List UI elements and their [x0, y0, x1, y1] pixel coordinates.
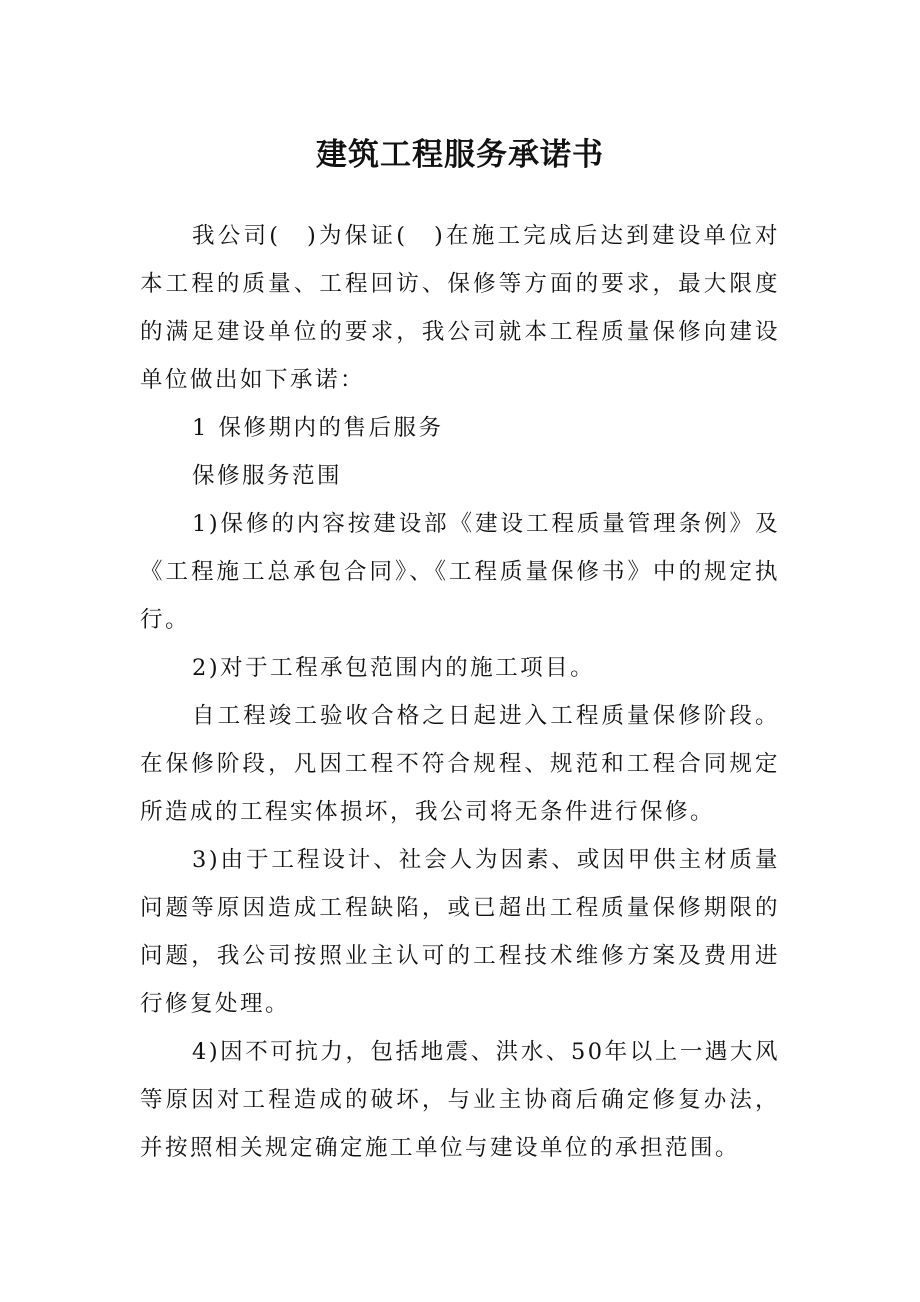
document-title: 建筑工程服务承诺书 [316, 136, 604, 173]
subheading-service-scope: 保修服务范围 [192, 463, 343, 489]
document-body [140, 212, 780, 1172]
paragraph-item-3: 3)由于工程设计、社会人为因素、或因甲供主材质量问题等原因造成工程缺陷，或已超出工程质量保修期限的问题，我公司按照业主认可的工程技术维修方案及费用进行修复处理。 [140, 847, 780, 1017]
paragraph-item-2: 2)对于工程承包范围内的施工项目。 [192, 655, 596, 681]
paragraph-item-1: 1)保修的内容按建设部《建设工程质量管理条例》及《工程施工总承包合同》、《工程质量保修书》中的规定执行。 [140, 511, 780, 633]
paragraph-warranty-period: 自工程竣工验收合格之日起进入工程质量保修阶段。在保修阶段，凡因工程不符合规程、规范和工程合同规定所造成的工程实体损坏，我公司将无条件进行保修。 [140, 703, 780, 825]
paragraph-item-4: 4)因不可抗力，包括地震、洪水、50年以上一遇大风等原因对工程造成的破坏，与业主协商后确定修复办法，并按照相关规定确定施工单位与建设单位的承担范围。 [140, 1039, 780, 1161]
section-heading-after-sales: 1 保修期内的售后服务 [192, 415, 444, 441]
paragraph-intro: 我公司( )为保证( )在施工完成后达到建设单位对本工程的质量、工程回访、保修等方面的要求，最大限度的满足建设单位的要求，我公司就本工程质量保修向建设单位做出如下承诺： [140, 223, 780, 393]
